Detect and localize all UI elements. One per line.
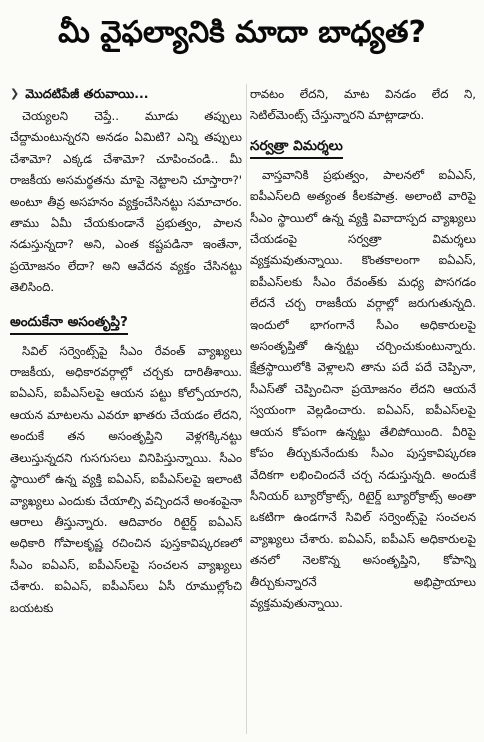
right-column bbox=[250, 84, 476, 736]
left-paragraph-1: చెయ్యలని చెప్తే.. మూడు తప్పులు చేద్దామంటున్నరని అనడం ఏమిటి? ఎన్ని తప్పులు చేశామో? ఎక్కడ చేశామో? చూపించండి.. మీ రాజకీయ అసమర్థతను మాపై నెట్టాలని చూస్తారా?' అంటూ తీవ్ర అసహనం వ్యక్తంచేసినట్టు సమాచారం. తాము ఏమీ చేయకుండానే ప్రభుత్వం, పాలన నడుస్తున్నదా? అని, ఎంత కష్టపడినా ఇంతేనా, ప్రయోజనం లేదా? అని ఆవేదన వ్యక్తం చేసినట్టు తెలిసింది. bbox=[10, 109, 242, 295]
continued-from-front-page bbox=[10, 84, 242, 104]
left-paragraph-2: సివిల్ సర్వెంట్స్‌పై సీఎం రేవంత్ వ్యాఖ్యలు రాజకీయ, అధికారవర్గాల్లో చర్చకు దారితీశాయి. ఐఏఎస్, ఐపీఎస్‌లపై ఆయన పట్టు కోల్పోయారని, ఆయన మాటలను ఎవరూ ఖాతరు చేయడం లేదని, అందుకే తన అసంతృప్తిని వెళ్లగక్కినట్టు తెలుస్తున్నదని గుసగుసలు వినిపిస్తున్నాయి. సీఎం స్థాయిలో ఉన్న వ్యక్తి ఐఏఎస్, ఐపీఎస్‌లపై ఇలాంటి వ్యాఖ్యలు ఎందుకు చేయాల్సి వచ్చిందనే అంశంపైనా ఆరాలు తీస్తున్నారు. ఆదివారం రిటైర్డ్ ఐఏఎస్ అధికారి గోపాలకృష్ణ రచించిన పుస్తకావిష్కరణలో సీఎం ఐఏఎస్, ఐపీఎస్‌లపై సంచలన వ్యాఖ్యలు చేశారు. ఐఏఎస్, ఐపీఎస్‌లు ఏసీ రూముల్లోంచి బయటకు bbox=[10, 343, 242, 615]
continued-label: మొదటిపేజీ తరువాయి... bbox=[25, 86, 149, 101]
left-column bbox=[10, 84, 242, 736]
right-subhead: సర్వత్రా విమర్శలు bbox=[250, 135, 343, 159]
right-paragraph-2: వాస్తవానికి ప్రభుత్వం, పాలనలో ఐఏఎస్, ఐపీఎస్‌లది అత్యంత కీలకపాత్ర. అలాంటి వారిపై సీఎం స్థాయిలో ఉన్న వ్యక్తి వివాదాస్పద వ్యాఖ్యలు చేయడంపై సర్వత్రా విమర్శలు వ్యక్తమవుతున్నాయి. కొంతకాలంగా ఐఏఎస్, ఐపీఎస్‌లకు సీఎం రేవంత్‌కు మధ్య పొసగడం లేదనే చర్చ రాజకీయ వర్గాల్లో జరుగుతున్నది. ఇందులో భాగంగానే సీఎం అధికారులపై అసంతృప్తితో ఉన్నట్టు చర్చించుకుంటున్నారు. క్షేత్రస్థాయిలోకి వెళ్లాలని తాను పదే పదే చెప్పినా, సీఎస్‌తో చెప్పించినా ప్రయోజనం లేదని ఆయనే స్వయంగా వెల్లడించారు. ఐఏఎస్, ఐపీఎస్‌లపై ఆయన కోపంగా ఉన్నట్టు తేలిపోయింది. వీరిపై కోపం తీర్చుకునేందుకు సీఎం పుస్తకావిష్కరణ వేదికగా లభించిందనే చర్చ నడుస్తున్నది. అందుకే సీనియర్ బ్యూరోక్రాట్స్, రిటైర్డ్ బ్యూరోక్రాట్స్ అంతా ఒకటిగా ఉండగానే సివిల్ సర్వెంట్స్‌పై సంచలన వ్యాఖ్యలు చేశారు. ఐఏఎస్, ఐపీఎస్ అధికారులపై తనలో నెలకొన్న అసంతృప్తిని, కోపాన్ని తీర్చుకున్నారనే అభిప్రాయాలు వ్యక్తమవుతున్నాయి. bbox=[250, 167, 476, 610]
right-paragraph-1: రావటం లేదని, మాట వినడం లేద ని, సెటిల్‌మెంట్స్ చేస్తున్నారని మాట్లాడారు. bbox=[250, 87, 476, 123]
chevron-right-icon: ❯ bbox=[10, 87, 20, 100]
headline: మీ వైఫల్యానికి మాదా బాధ్యత? bbox=[58, 15, 426, 50]
column-divider bbox=[246, 84, 247, 734]
left-subhead: అందుకేనా అసంతృప్తి? bbox=[10, 311, 128, 335]
